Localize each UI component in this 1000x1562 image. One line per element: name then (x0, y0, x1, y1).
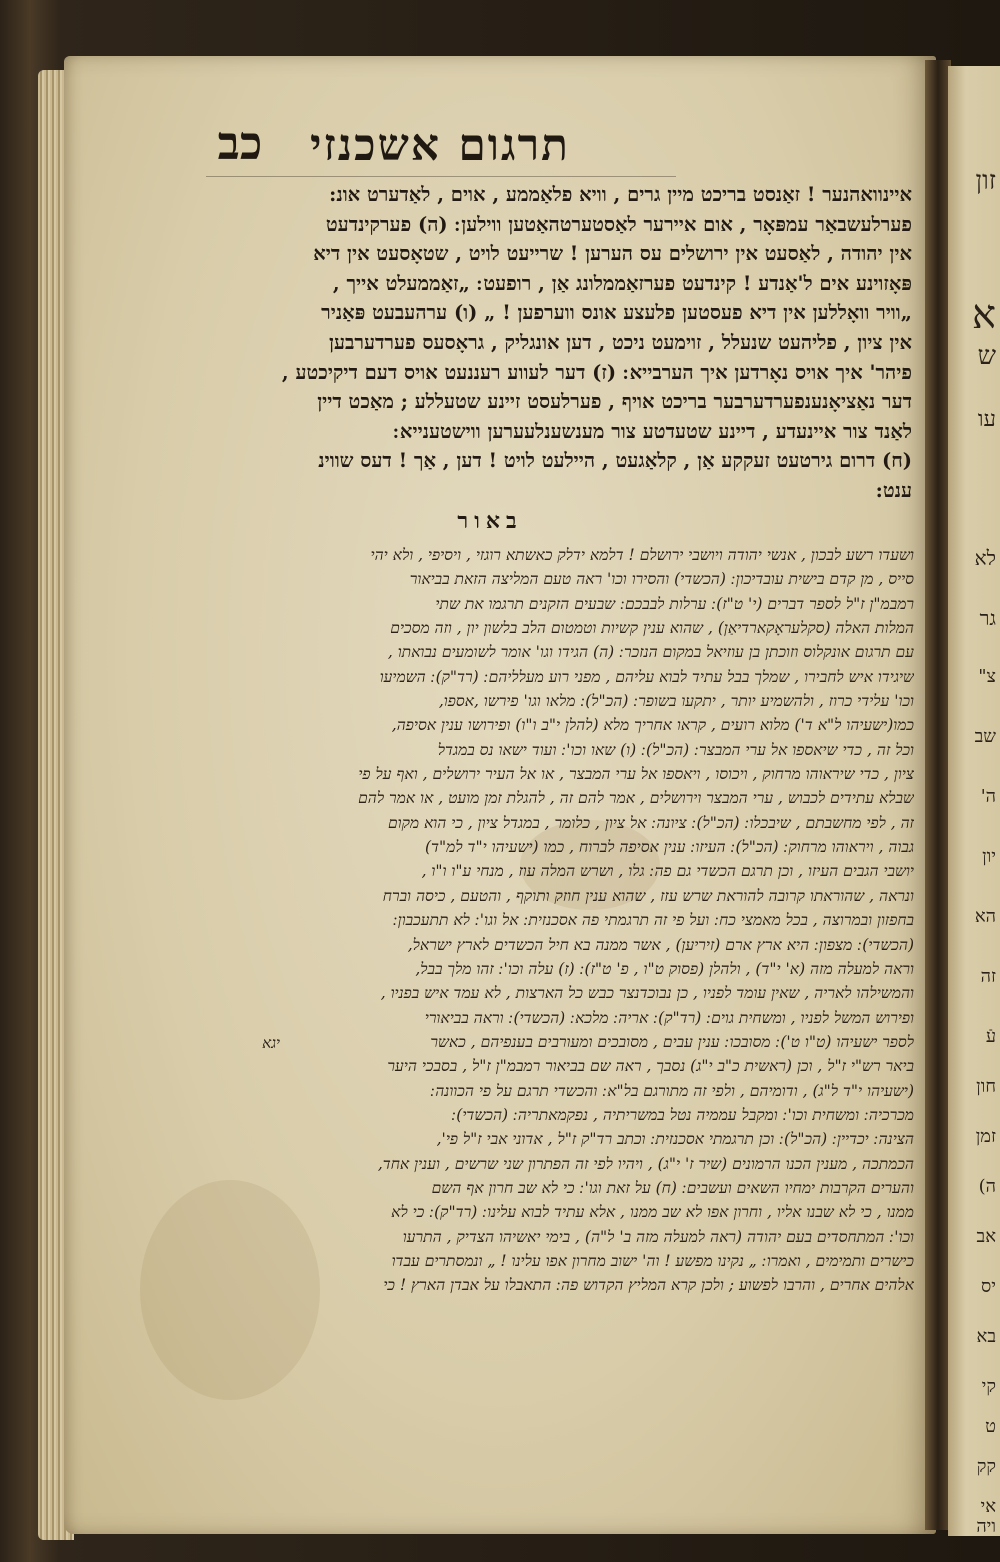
next-page-fragment: גר (979, 606, 996, 630)
next-page-fragment: אב (976, 1226, 996, 1247)
main-text-line: (ח) דרום גירטעט זעקקע אַן , קלאַגעט , היילעט לויט ! דען , אַך ! דעס שווינ (318, 449, 912, 473)
commentary-line: וכו' ׃ המתחסדים בעם יהודה (ראה למעלה מזה ב' ל"ה) , בימי יאשיהו הצדיק , התרעו (402, 1227, 914, 1246)
commentary-line: אלהים אחרים , והרבו לפשוע ; ולכן קרא המליץ הקדוש פה ׃ התאבלו על אבדן הארץ ! כי (383, 1276, 914, 1295)
commentary-line: גבוה , ויראוהו מרחוק ׃ (הכ"ל) ׃ העיזו ׃ ענין אסיפה לברוח , כמו (ישעיהו י"ד למ"ד) (424, 838, 914, 857)
next-page-fragment: ה' (980, 786, 996, 807)
commentary-line: יושבי הגבים העיזו , וכן תרגם הכשדי גם פה ׃ גלו , ושרש המלה עוז , מנחי ע"ו ו"ו , (421, 862, 914, 881)
next-page-fragment: א (971, 292, 996, 338)
commentary-line: כמו(ישעיהו ל"א ד') מלוא רועים , קראו אחריך מלא (להלן י"ב ו"ו) ופירושו ענין אסיפה, (391, 716, 914, 735)
next-page-fragment: ויה (976, 1516, 996, 1536)
next-page-fragment: זה (980, 966, 996, 987)
catchword: יגא (262, 1034, 280, 1052)
header-rule (206, 176, 676, 177)
commentary-line: וכו' עלידי כרוז , ולהשמיע יותר , יתקעו בשופר ׃ (הכ"ל) ׃ מלאו וגו' פירשו ,אספו, (438, 692, 914, 711)
next-page-fragment: אי (980, 1496, 996, 1517)
next-page-fragment: זון (975, 166, 996, 196)
commentary-line: לספר ישעיהו (ט"ו ט') ׃ מסובכו ׃ ענין עבים , מסובכים ומעורבים בענפיהם , כאשר (430, 1032, 914, 1051)
commentary-line: והמשילהו לאריה , שאין עומד לפניו , כן נבוכדנצר כבש כל הארצות , לא עמד איש בפניו , (380, 984, 914, 1003)
commentary-line: וראה למעלה מזה (א' י"ד) , ולהלן (פסוק ט"ו , פ' ט"ז) ׃ (ז) עלה וכו' ׃ זהו מלך בבל, (415, 959, 914, 978)
next-page-fragment: צ" (978, 666, 996, 687)
commentary-line: (ישעיהו י"ד ל"ג) , ודומיהם , ולפי זה מתורגם בל"א ׃ והכשדי תרגם על פי הכוונה ׃ (430, 1081, 914, 1100)
main-translation-text (196, 180, 912, 506)
commentary-line: מכרכיה ׃ ומשחית וכו' ׃ ומקבל עממיה נטל במשריתיה , נפקמאתריה ׃ (הכשדי) ׃ (451, 1105, 914, 1124)
commentary-line: עם תרגום אונקלוס וזוכתן בן עוזיאל במקום הנזכר ׃ (ה) הגידו וגו' אומר לשומעים נבואתו , (387, 643, 914, 662)
commentary-line: המלות האלה (סקלעראָקארדיאַן) , שהוא ענין קשיות וטמטום הלב בלשון יון , וזה מסכים (390, 619, 914, 638)
commentary-line: סייס , מן קדם בישית עובדיכון ׃ (הכשדי) והסירו וכו' ראה טעם המליצה הזאת בביאור (409, 570, 914, 589)
right-page-edge (948, 66, 1000, 1536)
commentary-line: ציון , כדי שיראוהו מרחוק , ויכוסו , ויאספו אל ערי המבצר , או אל העיר ירושלים , ואף על פי (358, 765, 914, 784)
commentary-line: בחפזון ובמרוצה , בכל מאמצי כח ׃ ועל פי זה תרגמתי פה אסכנזית ׃ אל וגו' ׃ לא תתעכבון ׃ (392, 911, 914, 930)
next-page-fragment: הא (974, 906, 996, 927)
next-page-fragment: שב (974, 726, 996, 747)
next-page-fragment: עֿ (985, 1026, 996, 1047)
commentary-title: באור (457, 508, 523, 534)
next-page-fragment: קי (981, 1376, 996, 1397)
commentary-line: רמבמ"ן ז"ל לספר דברים (י' ט"ז) ׃ ערלות לבבכם ׃ שבעים הזקנים תרגמו את שתי (435, 594, 914, 613)
main-text-line: דער נאַציאָנענפערדערבער בריכט אויף , פערלעסט זיינע שטעללע ; מאַכט דיין (317, 390, 912, 414)
commentary-text (196, 543, 914, 1298)
next-page-fragment: יס (981, 1276, 996, 1297)
main-text-line: פערלעשבאַר עמפּאָר , אום איירער לאַסטערטהאַטען ווילען ׃ (ה) פערקינדעט (325, 212, 912, 236)
next-page-fragment: יון (982, 846, 996, 867)
main-text-line: ענט: (875, 478, 912, 502)
commentary-line: ביאר רש"י ז"ל , וכן (ראשית כ"ב י"ג) נסבך , ראה שם בביאור רמבמ"ן ז"ל , בסבכי היער (387, 1057, 914, 1076)
main-text-line: איינוואהנער ! זאַנסט בריכט מיין גרים , וויא פלאַממע , אוים , לאַדערט אונ: (329, 183, 912, 206)
next-page-fragment: קק (976, 1456, 996, 1477)
commentary-line: שבלא עתידים לכבוש , ערי המבצר וירושלים , אמר להם זה , להגלת זמן מועט , או אמר להם (358, 789, 914, 808)
next-page-fragment: בא (976, 1326, 996, 1347)
next-page-fragment: עו (977, 407, 996, 432)
main-text-line: „וויר וואָללען אין דיא פעסטען פלעצע אונס ווערפען ! „ (ו) ערהעבעט פּאַניר (321, 301, 912, 325)
commentary-line: שיגידו איש לחבירו , שמלך בבל עתיד לבוא עליהם , מפני רוע מעלליהם ׃ (רד"ק) ׃ השמיעו (379, 667, 914, 686)
main-text-line: אין יהודה , לאַסעט אין ירושלים עס הערען ! שרייעט לויט , שטאָסעט אין דיא (313, 242, 912, 266)
main-text-line: פּאָזוינע אים ל'אַנדע ! קינדעט פערזאַממלונג אַן , רופעט ׃ „זאַממעלט אייך , (332, 271, 912, 295)
next-page-fragment: זמן (975, 1126, 996, 1147)
commentary-line: ונראה , שהוראתו קרובה להוראת שרש עזז , שהוא ענין חוזק ותוקף , והטעם , כיסה וברח (382, 886, 914, 905)
commentary-line: הכמתכה , מענין הכנו הרמונים (שיר ז' י"ג) , ויהיו לפי זה הפתרון שני שרשים , וענין אחד, (377, 1154, 914, 1173)
main-text-line: אין ציון , פליהעט שנעלל , זוימעט ניכט , דען אונגליק , גראָסעס פערדערבען (329, 330, 912, 354)
next-page-fragment: ט (985, 1416, 996, 1437)
next-page-fragment: ש (977, 341, 996, 371)
next-page-fragment: לא (974, 546, 996, 570)
main-text-line: פיהר' איך אויס נאָרדען איך הערבייא ׃ (ז) דער לעווע רעננעט אויס דעם דיקיכטע , (281, 360, 912, 384)
page-header-title: תרגום אשכנזי (309, 120, 571, 171)
commentary-line: והערים הקרבות ימחיו השאים ועשבים ׃ (ח) על זאת וגו' ׃ כי לא שב חרון אף השם (431, 1178, 914, 1197)
next-page-fragment: חון (976, 1076, 996, 1097)
next-page-fragment: ה) (978, 1176, 996, 1197)
commentary-line: ממנו , כי לא שבנו אליו , וחרון אפו לא שב ממנו , אלא עתיד לבוא עלינו ׃ (רד"ק) ׃ כי לא (391, 1203, 914, 1222)
commentary-line: וכל זה , כדי שיאספו אל ערי המבצר ׃ (הכ"ל) ׃ (ו) שאו וכו' ׃ ועוד ישאו נס במגדל (437, 740, 914, 759)
page-number: כב (217, 116, 263, 170)
commentary-line: (הכשדי) ׃ מצפון ׃ היא ארץ ארם (זיריען) , אשר ממנה בא חיל הכשדים לארץ ישראל, (407, 935, 914, 954)
commentary-line: ופירוש המשל לפניו , ומשחית גוים ׃ (רד"ק) ׃ אריה ׃ מלכא ׃ (הכשדי) ׃ וראה בביאורי (424, 1008, 914, 1027)
commentary-line: ושעדו רשע לבכון , אנשי יהודה ויושבי ירושלם ! דלמא ידלק כאשתא רוגזי , ויסיפי , ולא יהי (370, 546, 914, 564)
main-text-line: לאַנד צור איינעדע , דיינע שטעדטע צור מענשענלעערען ווישטענייא ׃ (393, 419, 912, 443)
commentary-line: זה , לפי מחשבתם , שיבכלו ׃ (הכ"ל) ׃ ציונה ׃ אל ציון , כלומר , במגדל ציון , כי הוא מקום (387, 813, 914, 832)
commentary-line: כישרים ותמימים , ואמרו ׃ „ נקינו מפשע ! וה' ישוב מחרון אפו עלינו ! „ ונמסתרים עבדו (391, 1251, 914, 1270)
commentary-line: הצינה ׃ יכדיין ׃ (הכ"ל) ׃ וכן תרגמתי אסכנזית ׃ וכתב רד"ק ז"ל , אדוני אבי ז"ל פי', (436, 1130, 914, 1149)
